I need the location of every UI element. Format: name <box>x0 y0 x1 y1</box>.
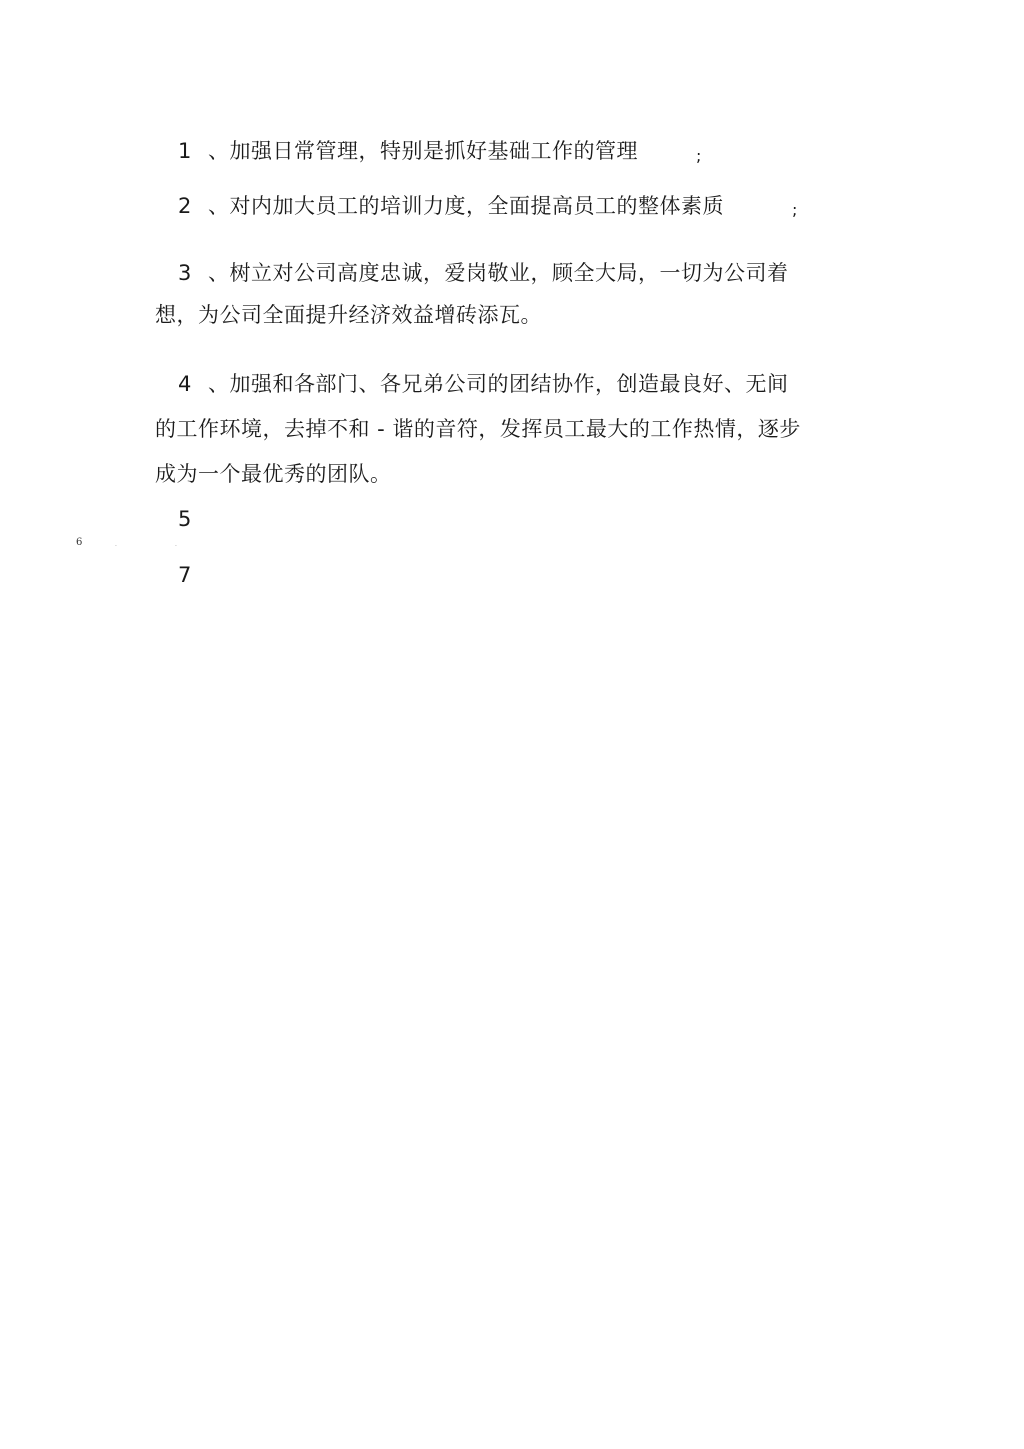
list-item-4 <box>178 370 789 398</box>
item-number: 2 <box>178 194 192 218</box>
list-item-3-continuation: 想，为公司全面提升经济效益增砖添瓦。 <box>155 303 542 327</box>
list-item-5 <box>178 505 208 533</box>
list-item-1 <box>178 137 638 165</box>
list-item-4-continuation-1: 的工作环境，去掉不和 - 谐的音符，发挥员工最大的工作热情，逐步 <box>155 417 801 441</box>
item-number: 7 <box>178 563 192 587</box>
stray-dot: . <box>115 541 117 548</box>
item-number: 5 <box>178 507 192 531</box>
item-text: 、加强和各部门、各兄弟公司的团结协作，创造最良好、无间 <box>208 372 789 396</box>
item-text: 、树立对公司高度忠诚，爱岗敬业，顾全大局，一切为公司着 <box>208 261 789 285</box>
stray-dot: . <box>175 541 177 548</box>
item-text: 、对内加大员工的培训力度，全面提高员工的整体素质 <box>208 194 724 218</box>
item-1-semicolon: ; <box>696 146 702 165</box>
list-item-6: 6 <box>76 537 83 548</box>
item-text: 、加强日常管理，特别是抓好基础工作的管理 <box>208 139 638 163</box>
item-number: 4 <box>178 372 192 396</box>
item-number: 3 <box>178 261 192 285</box>
list-item-4-continuation-2: 成为一个最优秀的团队。 <box>155 462 392 486</box>
item-2-semicolon: ; <box>792 200 798 219</box>
list-item-7 <box>178 561 208 589</box>
list-item-2 <box>178 192 724 220</box>
item-number: 1 <box>178 139 192 163</box>
list-item-3 <box>178 259 789 287</box>
